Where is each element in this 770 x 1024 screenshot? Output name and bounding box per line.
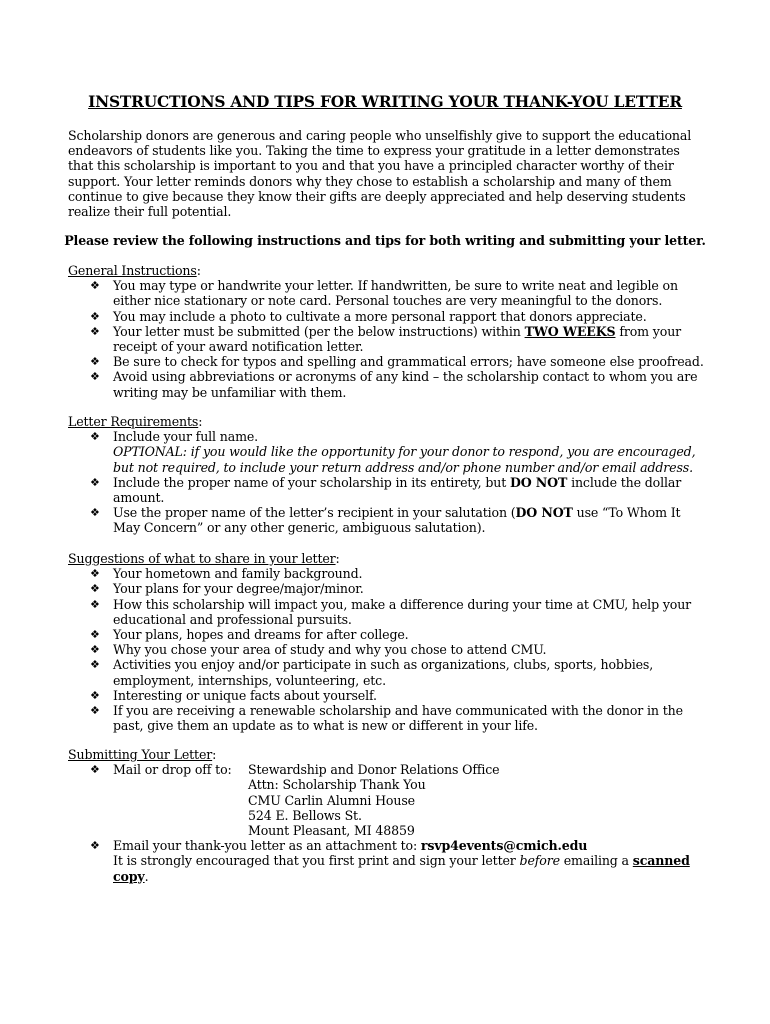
intro-paragraph: Scholarship donors are generous and caring people who unselfishly give to support the educational endeavors of students like you. Taking the time to express your gratitude in a letter demonstrates that this scholarship is important to you and that you have a principled character worthy of their support. Your letter reminds donors why they chose to establish a scholarship and many of them continue to give because they know their gifts are deeply appreciated and help deserving students realize their full potential.	[68, 128, 692, 220]
bullet-icon: ❖	[90, 370, 100, 384]
review-note: Please review the following instructions and tips for both writing and submitting your letter.	[64, 233, 706, 248]
bullet-list	[68, 566, 708, 733]
list-item: ❖ If you are receiving a renewable scholarship and have communicated with the donor in the past, give them an update as to what is new or different in your life.	[90, 703, 683, 734]
section-heading: Letter Requirements:	[68, 414, 203, 429]
section-heading: Suggestions of what to share in your letter:	[68, 551, 340, 566]
bullet-icon: ❖	[90, 597, 100, 611]
list-item: ❖ Email your thank-you letter as an attachment to: rsvp4events@cmich.edu It is strongly encouraged that you first print and sign your letter before emailing a scanned copy.	[90, 838, 690, 884]
bullet-icon: ❖	[90, 430, 100, 444]
bullet-icon: ❖	[90, 688, 100, 702]
emphasis-two-weeks: TWO WEEKS	[524, 323, 616, 339]
bullet-list	[68, 278, 708, 400]
list-item: ❖ You may type or handwrite your letter. If handwritten, be sure to write neat and legible on either nice stationary or note card. Personal touches are very meaningful to the donors.	[90, 278, 678, 309]
general-instructions-section	[68, 263, 708, 400]
section-heading: Submitting Your Letter:	[68, 747, 217, 762]
bullet-icon: ❖	[90, 658, 100, 672]
bullet-list	[68, 429, 708, 535]
list-item: ❖ Your letter must be submitted (per the below instructions) within TWO WEEKS from your receipt of your award notification letter.	[90, 323, 682, 355]
bullet-icon: ❖	[90, 279, 100, 293]
bullet-icon: ❖	[90, 582, 100, 596]
letter-requirements-section	[68, 414, 708, 536]
list-item: ❖ Use the proper name of the letter’s recipient in your salutation (DO NOT use “To Whom It May Concern” or any other generic, ambiguous salutation).	[90, 505, 681, 536]
bullet-icon: ❖	[90, 355, 100, 369]
list-item: ❖ Your hometown and family background.	[90, 566, 363, 582]
mail-label: Mail or drop off to:	[113, 762, 232, 778]
mailing-address: Stewardship and Donor Relations Office Attn: Scholarship Thank You CMU Carlin Alumni House 524 E. Bellows St. Mount Pleasant, MI 48859	[248, 762, 500, 839]
bullet-icon: ❖	[90, 643, 100, 657]
list-item: ❖ You may include a photo to cultivate a more personal rapport that donors appreciate.	[90, 308, 647, 324]
bullet-icon: ❖	[90, 839, 100, 853]
list-item: ❖ Activities you enjoy and/or participate in such as organizations, clubs, sports, hobbies, employment, internships, volunteering, etc.	[90, 657, 654, 688]
bullet-icon: ❖	[90, 506, 100, 520]
list-item: ❖ Your plans, hopes and dreams for after college.	[90, 627, 409, 643]
email-address[interactable]: rsvp4events@cmich.edu	[420, 838, 588, 854]
list-item: ❖ Include your full name. OPTIONAL: if you would like the opportunity for your donor to respond, you are encouraged, but not required, to include your return address and/or phone number and/or email address.	[68, 429, 708, 475]
bullet-icon: ❖	[90, 763, 100, 777]
bullet-icon: ❖	[90, 309, 100, 323]
list-item: ❖ Why you chose your area of study and why you chose to attend CMU.	[90, 642, 547, 658]
list-item: ❖ Be sure to check for typos and spelling and grammatical errors; have someone else proofread.	[90, 354, 704, 370]
page-title: INSTRUCTIONS AND TIPS FOR WRITING YOUR THANK-YOU LETTER	[88, 93, 682, 111]
bullet-icon: ❖	[90, 567, 100, 581]
optional-note: OPTIONAL: if you would like the opportunity for your donor to respond, you are encouraged, but not required, to include your return address and/or phone number and/or email address.	[113, 444, 696, 475]
bullet-list	[68, 762, 708, 884]
section-heading: General Instructions:	[68, 263, 201, 278]
bullet-icon: ❖	[90, 628, 100, 642]
bullet-icon: ❖	[90, 324, 100, 338]
submitting-section	[68, 747, 708, 884]
list-item: ❖ Avoid using abbreviations or acronyms of any kind – the scholarship contact to whom you are writing may be unfamiliar with them.	[90, 369, 698, 400]
list-item: ❖ Include the proper name of your scholarship in its entirety, but DO NOT include the dollar amount.	[90, 474, 682, 506]
list-item: ❖ Your plans for your degree/major/minor.	[90, 581, 364, 597]
bullet-icon: ❖	[90, 475, 100, 489]
list-item: ❖ Interesting or unique facts about yourself.	[90, 687, 377, 703]
suggestions-section	[68, 551, 708, 733]
list-item: ❖ How this scholarship will impact you, make a difference during your time at CMU, help your educational and professional pursuits.	[90, 596, 692, 627]
list-item	[68, 762, 708, 838]
bullet-icon: ❖	[90, 704, 100, 718]
